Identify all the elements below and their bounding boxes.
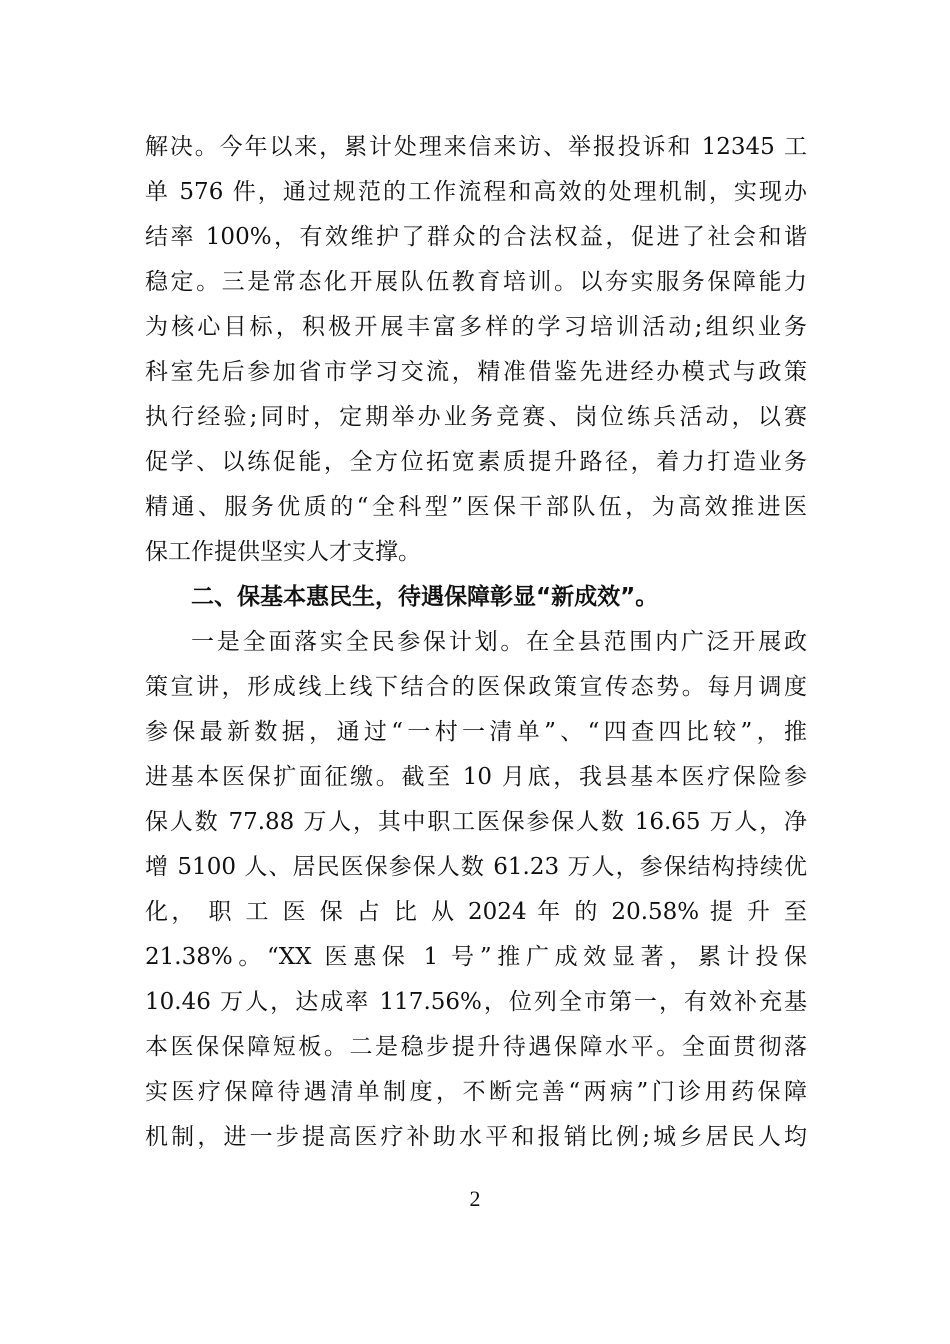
text-line: 单 576 件，通过规范的工作流程和高效的处理机制，实现办 xyxy=(145,179,807,205)
paragraph-continuation xyxy=(145,125,807,575)
text-line: 机制，进一步提高医疗补助水平和报销比例;城乡居民人均 xyxy=(145,1124,807,1150)
text-line: 保工作提供坚实人才支撑。 xyxy=(145,539,421,565)
text-line: 结率 100%，有效维护了群众的合法权益，促进了社会和谐 xyxy=(145,224,807,250)
text-line: 解决。今年以来，累计处理来信来访、举报投诉和 12345 工 xyxy=(145,134,807,160)
page-number: 2 xyxy=(469,1186,481,1211)
text-line: 本医保保障短板。二是稳步提升待遇保障水平。全面贯彻落 xyxy=(145,1034,807,1060)
text-line: 10.46 万人，达成率 117.56%，位列全市第一，有效补充基 xyxy=(145,989,807,1015)
text-line: 精通、服务优质的“全科型”医保干部队伍，为高效推进医 xyxy=(145,494,807,520)
paragraph-section-2 xyxy=(145,620,807,1160)
section-heading: 二、保基本惠民生，待遇保障彰显“新成效”。 xyxy=(191,584,659,610)
text-line: 执行经验;同时，定期举办业务竞赛、岗位练兵活动，以赛 xyxy=(145,404,807,430)
text-line: 进基本医保扩面征缴。截至 10 月底，我县基本医疗保险参 xyxy=(145,764,807,790)
text-line: 化， 职 工 医 保 占 比 从 2024 年 的 20.58% 提 升 至 xyxy=(145,899,807,925)
text-line: 策宣讲，形成线上线下结合的医保政策宣传态势。每月调度 xyxy=(145,674,807,700)
text-line: 一是全面落实全民参保计划。在全县范围内广泛开展政 xyxy=(191,629,807,655)
text-line: 促学、以练促能，全方位拓宽素质提升路径，着力打造业务 xyxy=(145,449,807,475)
text-line: 参保最新数据，通过“一村一清单”、“四查四比较”，推 xyxy=(145,719,807,745)
text-line: 保人数 77.88 万人，其中职工医保参保人数 16.65 万人，净 xyxy=(145,809,807,835)
text-line: 为核心目标，积极开展丰富多样的学习培训活动;组织业务 xyxy=(145,314,807,340)
text-line: 科室先后参加省市学习交流，精准借鉴先进经办模式与政策 xyxy=(145,359,807,385)
text-line: 稳定。三是常态化开展队伍教育培训。以夯实服务保障能力 xyxy=(145,269,807,295)
text-line: 实医疗保障待遇清单制度，不断完善“两病”门诊用药保障 xyxy=(145,1079,807,1105)
body-text xyxy=(145,125,807,1160)
text-line: 21.38%。“XX 医惠保 1 号”推广成效显著，累计投保 xyxy=(145,944,807,970)
text-line: 增 5100 人、居民医保参保人数 61.23 万人，参保结构持续优 xyxy=(145,854,807,880)
